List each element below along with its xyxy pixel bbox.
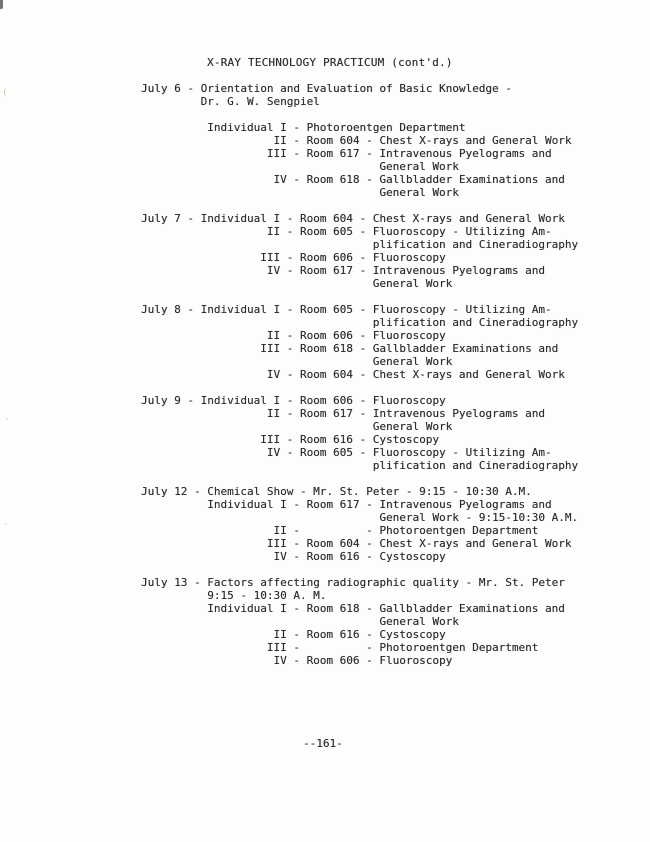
text-line: July 6 - Orientation and Evaluation of Basic Knowledge - — [141, 82, 512, 95]
text-line: General Work — [141, 186, 459, 199]
text-line: Dr. G. W. Sengpiel — [141, 95, 320, 108]
schedule-section-july-7 — [141, 212, 578, 290]
scan-artifact-speck — [5, 523, 7, 525]
text-line: III - Room 618 - Gallbladder Examinations and — [141, 342, 559, 355]
text-line: Individual I - Room 618 - Gallbladder Examinations and — [141, 602, 565, 615]
text-line: General Work — [141, 615, 459, 628]
text-line: Individual I - Photoroentgen Department — [141, 121, 466, 134]
page-title: X-RAY TECHNOLOGY PRACTICUM (cont'd.) — [207, 56, 453, 69]
text-line: General Work - 9:15-10:30 A.M. — [141, 511, 579, 524]
text-line: III - Room 604 - Chest X-rays and General Work — [141, 537, 572, 550]
text-line: plification and Cineradiography — [141, 316, 579, 329]
text-line: IV - Room 604 - Chest X-rays and General Work — [141, 368, 565, 381]
text-line: July 7 - Individual I - Room 604 - Chest X-rays and General Work — [141, 212, 565, 225]
text-line: IV - Room 616 - Cystoscopy — [141, 550, 446, 563]
text-line: III - - Photoroentgen Department — [141, 641, 539, 654]
text-line: IV - Room 606 - Fluoroscopy — [141, 654, 453, 667]
text-line: General Work — [141, 277, 453, 290]
text-line: plification and Cineradiography — [141, 459, 579, 472]
text-line: II - Room 604 - Chest X-rays and General Work — [141, 134, 572, 147]
text-line: July 9 - Individual I - Room 606 - Fluoroscopy — [141, 394, 446, 407]
text-line: IV - Room 618 - Gallbladder Examinations and — [141, 173, 565, 186]
schedule-section-july-6 — [141, 82, 578, 199]
text-line: Individual I - Room 617 - Intravenous Pyelograms and — [141, 498, 552, 511]
text-line: II - Room 605 - Fluoroscopy - Utilizing Am- — [141, 225, 552, 238]
text-line: II - Room 616 - Cystoscopy — [141, 628, 446, 641]
schedule-section-july-9 — [141, 394, 578, 472]
schedule-section-july-12 — [141, 485, 578, 563]
text-line — [141, 108, 578, 121]
typewritten-content — [141, 56, 578, 680]
text-line: IV - Room 617 - Intravenous Pyelograms and — [141, 264, 545, 277]
text-line: II - Room 606 - Fluoroscopy — [141, 329, 446, 342]
scan-artifact-left-margin-mark — [4, 88, 9, 97]
text-line: General Work — [141, 160, 459, 173]
text-line: II - - Photoroentgen Department — [141, 524, 539, 537]
text-line: III - Room 617 - Intravenous Pyelograms and — [141, 147, 552, 160]
text-line: II - Room 617 - Intravenous Pyelograms and — [141, 407, 545, 420]
text-line: General Work — [141, 420, 453, 433]
text-line: plification and Cineradiography — [141, 238, 579, 251]
schedule-section-july-8 — [141, 303, 578, 381]
text-line: July 13 - Factors affecting radiographic quality - Mr. St. Peter — [141, 576, 565, 589]
scan-artifact-corner-mark — [0, 0, 3, 9]
text-line: July 8 - Individual I - Room 605 - Fluoroscopy - Utilizing Am- — [141, 303, 552, 316]
text-line: III - Room 616 - Cystoscopy — [141, 433, 440, 446]
scan-artifact-speck — [6, 418, 8, 420]
text-line: General Work — [141, 355, 453, 368]
text-line: 9:15 - 10:30 A. M. — [141, 589, 327, 602]
text-line: July 12 - Chemical Show - Mr. St. Peter - 9:15 - 10:30 A.M. — [141, 485, 532, 498]
schedule-section-july-13 — [141, 576, 578, 667]
text-line: IV - Room 605 - Fluoroscopy - Utilizing Am- — [141, 446, 552, 459]
text-line: III - Room 606 - Fluoroscopy — [141, 251, 446, 264]
page-number: --161- — [303, 737, 343, 750]
